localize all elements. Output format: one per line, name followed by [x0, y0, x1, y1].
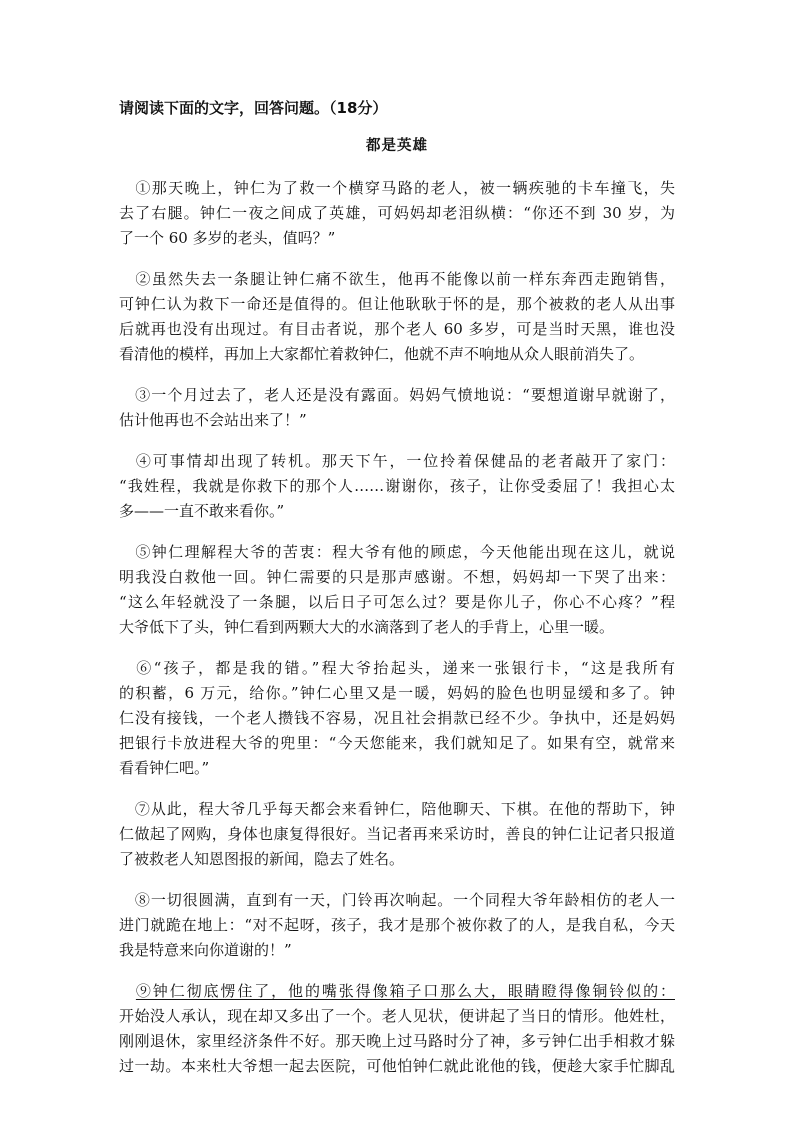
- text-line: ④可事情却出现了转机。那天下午，一位拎着保健品的老者敲开了家门：: [119, 452, 675, 470]
- text-line: 刚刚退休，家里经济条件不好。那天晚上过马路时分了神，多亏钟仁出手相救才躲: [119, 1032, 675, 1050]
- text-line: 了一个 60 多岁的老头，值吗？”: [119, 229, 336, 247]
- paragraph-4: [119, 449, 675, 524]
- text-line: “我姓程，我就是你救下的那个人……谢谢你，孩子，让你受委屈了！我担心太: [119, 477, 675, 495]
- paragraph-3: [119, 383, 675, 433]
- text-line: 了被救老人知恩图报的新闻，隐去了姓名。: [119, 850, 405, 868]
- text-line: 开始没人承认，现在却又多出了一个。老人见状，便讲起了当日的情形。他姓杜，: [119, 1007, 675, 1025]
- text-line: 过一劫。本来杜大爷想一起去医院，可他怕钟仁就此讹他的钱，便趁大家手忙脚乱: [119, 1057, 675, 1075]
- text-line: 仁做起了网购，身体也康复得很好。当记者再来采访时，善良的钟仁让记者只报道: [119, 825, 675, 843]
- text-line: 明我没白救他一回。钟仁需要的只是那声感谢。不想，妈妈却一下哭了出来：: [119, 568, 675, 586]
- paragraph-8: [119, 888, 675, 963]
- paragraph-6: [119, 656, 675, 781]
- story-body: [119, 176, 675, 1095]
- text-line: 去了右腿。钟仁一夜之间成了英雄，可妈妈却老泪纵横：“你还不到 30 岁，为: [119, 204, 675, 222]
- text-line: 估计他再也不会站出来了！”: [119, 411, 307, 429]
- text-line: ①那天晚上，钟仁为了救一个横穿马路的老人，被一辆疾驰的卡车撞飞，失: [119, 179, 675, 197]
- text-line: 多——一直不敢来看你。”: [119, 502, 285, 520]
- text-line: ②虽然失去一条腿让钟仁痛不欲生，他再不能像以前一样东奔西走跑销售，: [119, 270, 675, 288]
- text-line: 我是特意来向你道谢的！”: [119, 941, 292, 959]
- underlined-sentence: ⑨钟仁彻底愣住了，他的嘴张得像箱子口那么大，眼睛瞪得像铜铃似的：: [135, 982, 675, 1000]
- paragraph-2: [119, 267, 675, 367]
- text-line: ⑥“孩子，都是我的错。”程大爷抬起头，递来一张银行卡，“这是我所有: [119, 659, 675, 677]
- paragraph-1: [119, 176, 675, 251]
- text-line: ⑦从此，程大爷几乎每天都会来看钟仁，陪他聊天、下棋。在他的帮助下，钟: [119, 800, 675, 818]
- text-line: 后就再也没有出现过。有目击者说，那个老人 60 多岁，可是当时天黑，谁也没: [119, 320, 675, 338]
- text-line: 进门就跪在地上：“对不起呀，孩子，我才是那个被你救了的人，是我自私，今天: [119, 916, 675, 934]
- text-line: 看看钟仁吧。”: [119, 759, 210, 777]
- text-line: ③一个月过去了，老人还是没有露面。妈妈气愤地说：“要想道谢早就谢了，: [119, 386, 675, 404]
- text-line: ⑧一切很圆满，直到有一天，门铃再次响起。一个同程大爷年龄相仿的老人一: [119, 891, 675, 909]
- paragraph-5: [119, 540, 675, 640]
- text-line: 看清他的模样，再加上大家都忙着救钟仁，他就不声不响地从众人眼前消失了。: [119, 345, 645, 363]
- text-line: 大爷低下了头，钟仁看到两颗大大的水滴落到了老人的手背上，心里一暖。: [119, 618, 615, 636]
- paragraph-9: [119, 979, 675, 1079]
- text-line: ⑤钟仁理解程大爷的苦衷：程大爷有他的顾虑，今天他能出现在这儿，就说: [119, 543, 675, 561]
- text-line: 的积蓄，6 万元，给你。”钟仁心里又是一暖，妈妈的脸色也明显缓和多了。钟: [119, 684, 675, 702]
- story-title: 都是英雄: [366, 137, 428, 154]
- text-line: 把银行卡放进程大爷的兜里：“今天您能来，我们就知足了。如果有空，就常来: [119, 734, 675, 752]
- text-line: [119, 979, 675, 1004]
- text-line: “这么年轻就没了一条腿，以后日子可怎么过？要是你儿子，你心不心疼？”程: [119, 593, 675, 611]
- question-instruction: 请阅读下面的文字，回答问题。（18分）: [119, 99, 388, 117]
- text-line: 仁没有接钱，一个老人攒钱不容易，况且社会捐款已经不少。争执中，还是妈妈: [119, 709, 675, 727]
- paragraph-7: [119, 797, 675, 872]
- text-line: 可钟仁认为救下一命还是值得的。但让他耿耿于怀的是，那个被救的老人从出事: [119, 295, 675, 313]
